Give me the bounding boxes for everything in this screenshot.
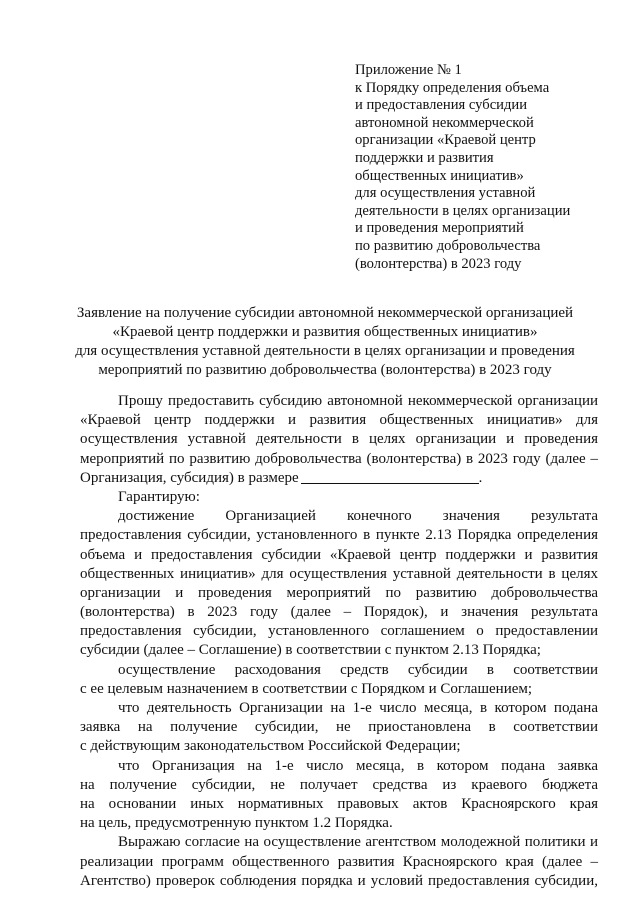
- body-line: Прошу предоставить субсидию автономной некоммерческой организации: [118, 393, 598, 409]
- title-line: «Краевой центр поддержки и развития общественных инициатив»: [112, 324, 538, 340]
- body-line: мероприятий по развитию добровольчества (волонтерства) в 2023 году (далее –: [80, 450, 598, 467]
- body-line: на основании иных нормативных правовых актов Красноярского края: [80, 795, 598, 812]
- body-line: что Организация на 1-е число месяца, в котором подана заявка: [118, 757, 598, 774]
- body-line: на цель, предусмотренную пунктом 1.2 Порядка.: [80, 815, 393, 832]
- body-line: с ее целевым назначением в соответствии с Порядком и Соглашением;: [80, 680, 533, 697]
- body-line: «Краевой центр поддержки и развития общественных инициатив» для: [80, 412, 598, 429]
- amount-blank-field: [301, 469, 479, 484]
- body-line: заявка на получение субсидии, не приостановлена в соответствии: [80, 719, 598, 736]
- document-body: [80, 392, 598, 891]
- body-line: что деятельность Организации на 1-е число месяца, в котором подана: [118, 700, 598, 716]
- appendix-line: и проведения мероприятий: [355, 220, 524, 237]
- appendix-line: по развитию добровольчества: [355, 237, 541, 254]
- appendix-line: и предоставления субсидии: [355, 97, 528, 114]
- body-line: организации и проведения мероприятий по развитию добровольчества: [80, 584, 598, 601]
- appendix-line: поддержки и развития: [355, 149, 494, 166]
- appendix-line: к Порядку определения объема: [355, 79, 550, 96]
- appendix-line: для осуществления уставной: [355, 185, 536, 202]
- body-line: осуществление расходования средств субсидии в соответствии: [118, 661, 598, 678]
- body-line: общественных инициатив» для осуществления уставной деятельности в целях: [80, 565, 598, 582]
- body-line: предоставления субсидии, установленного соглашением о предоставлении: [80, 623, 598, 640]
- appendix-line: Приложение № 1: [355, 62, 462, 78]
- body-line: Выражаю согласие на осуществление агентством молодежной политики и: [118, 834, 598, 851]
- document-title: [40, 304, 610, 380]
- appendix-line: автономной некоммерческой: [355, 114, 534, 131]
- body-line: Агентство) проверок соблюдения порядка и условий предоставления субсидии,: [80, 872, 598, 889]
- title-line: для осуществления уставной деятельности в целях организации и проведения: [75, 343, 575, 359]
- appendix-line: общественных инициатив»: [355, 167, 524, 184]
- appendix-header: [355, 62, 615, 273]
- appendix-line: деятельности в целях организации: [355, 202, 571, 219]
- body-line: на получение субсидии, не получает средства из краевого бюджета: [80, 776, 598, 793]
- title-line: Заявление на получение субсидии автономной некоммерческой организацией: [76, 305, 574, 321]
- title-line: мероприятий по развитию добровольчества (волонтерства) в 2023 году: [98, 362, 552, 378]
- body-line: с действующим законодательством Российской Федерации;: [80, 738, 461, 755]
- body-line: (волонтерства) в 2023 году (далее – Порядок), и значения результата: [80, 604, 598, 621]
- body-line: предоставления субсидии, установленного в пункте 2.13 Порядка определения: [80, 527, 598, 544]
- body-line-amount: [80, 469, 598, 488]
- body-line: осуществления уставной деятельности в целях организации и проведения: [80, 431, 598, 448]
- body-line: достижение Организацией конечного значения результата: [118, 508, 598, 525]
- body-line: реализации программ общественного развития Красноярского края (далее –: [80, 853, 598, 870]
- body-line: Гарантирую:: [118, 488, 200, 505]
- body-line: объема и предоставления субсидии «Краевой центр поддержки и развития: [80, 546, 598, 563]
- amount-suffix: .: [478, 469, 483, 486]
- appendix-line: (волонтерства) в 2023 году: [355, 255, 522, 272]
- body-line: субсидии (далее – Соглашение) в соответствии с пунктом 2.13 Порядка;: [80, 642, 541, 659]
- appendix-line: организации «Краевой центр: [355, 132, 536, 149]
- amount-label: Организация, субсидия) в размере: [80, 469, 299, 486]
